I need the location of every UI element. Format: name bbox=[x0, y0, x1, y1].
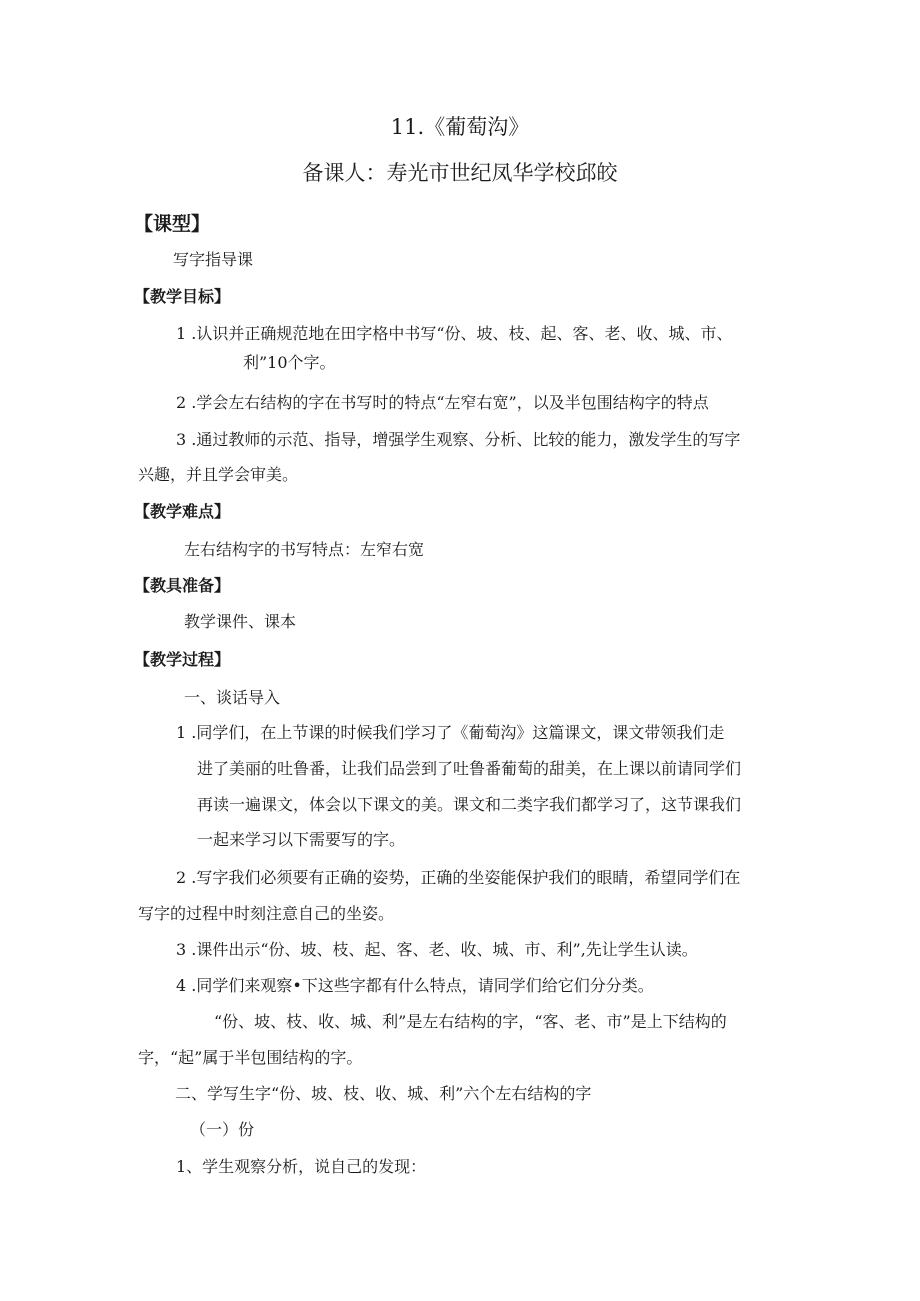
process-step-2-line-2: 写字的过程中时刻注意自己的坐姿。 bbox=[138, 904, 395, 923]
lesson-type-content: 写字指导课 bbox=[173, 250, 254, 269]
document-title: 11.《葡萄沟》 bbox=[390, 115, 530, 139]
goal-1-line-1: 1 .认识并正确规范地在田字格中书写“份、坡、枝、起、客、老、收、城、市、 bbox=[176, 324, 733, 343]
process-step-1-line-2: 进了美丽的吐鲁番，让我们品尝到了吐鲁番葡萄的甜美，在上课以前请同学们 bbox=[197, 759, 742, 778]
process-part-2-heading: 二、学写生字“份、坡、枝、收、城、利”六个左右结构的字 bbox=[175, 1084, 592, 1103]
goal-3-line-2: 兴趣，并且学会审美。 bbox=[138, 465, 299, 484]
process-part-1-heading: 一、谈话导入 bbox=[184, 688, 281, 707]
process-step-3: 3 .课件出示“份、坡、枝、起、客、老、收、城、市、利”,先让学生认读。 bbox=[176, 940, 698, 959]
process-step-1-line-1: 1 .同学们，在上节课的时候我们学习了《葡萄沟》这篇课文，课文带领我们走 bbox=[176, 723, 725, 742]
process-step-4-detail-line-2: 字，“起”属于半包围结构的字。 bbox=[138, 1048, 363, 1067]
difficulty-content: 左右结构字的书写特点：左窄右宽 bbox=[184, 540, 425, 559]
lesson-type-heading: 【课型】 bbox=[134, 213, 211, 235]
goal-1-line-2: 利”10个字。 bbox=[243, 353, 336, 372]
process-step-1-line-3: 再读一遍课文，体会以下课文的美。课文和二类字我们都学习了，这节课我们 bbox=[197, 795, 742, 814]
materials-content: 教学课件、课本 bbox=[184, 612, 297, 631]
process-step-2-line-1: 2 .写字我们必须要有正确的姿势，正确的坐姿能保护我们的眼睛，希望同学们在 bbox=[176, 868, 741, 887]
process-heading: 【教学过程】 bbox=[134, 650, 231, 669]
process-sub-1-heading: （一）份 bbox=[190, 1120, 255, 1139]
goal-2: 2 .学会左右结构的字在书写时的特点“左窄右宽”，以及半包围结构字的特点 bbox=[176, 393, 709, 412]
document-author: 备课人：寿光市世纪凤华学校邱皎 bbox=[302, 161, 618, 185]
difficulty-heading: 【教学难点】 bbox=[134, 502, 231, 521]
process-step-4-detail-line-1: “份、坡、枝、收、城、利”是左右结构的字，“客、老、市”是上下结构的 bbox=[214, 1012, 727, 1031]
process-step-4: 4 .同学们来观察•下这些字都有什么特点，请同学们给它们分分类。 bbox=[176, 976, 654, 995]
materials-heading: 【教具准备】 bbox=[134, 576, 231, 595]
process-step-1-line-4: 一起来学习以下需要写的字。 bbox=[197, 830, 406, 849]
goals-heading: 【教学目标】 bbox=[134, 287, 231, 306]
goal-3-line-1: 3 .通过教师的示范、指导，增强学生观察、分析、比较的能力，激发学生的写字 bbox=[176, 430, 741, 449]
process-sub-1-step-1: 1、学生观察分析，说自己的发现： bbox=[176, 1157, 427, 1176]
